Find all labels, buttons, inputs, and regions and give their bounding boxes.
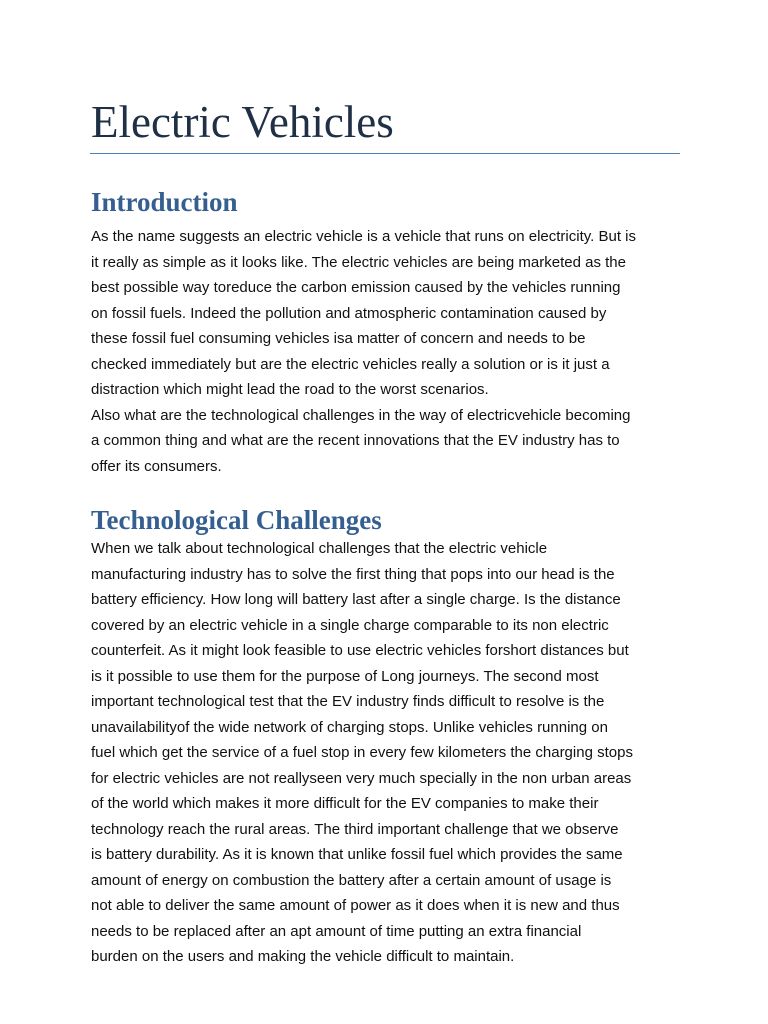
text-line: not able to deliver the same amount of power as it does when it is new and thus (91, 897, 620, 914)
text-line: distraction which might lead the road to the worst scenarios. (91, 381, 489, 398)
text-line: fuel which get the service of a fuel stop in every few kilometers the charging stops (91, 744, 633, 761)
section-heading-introduction: Introduction (91, 187, 238, 217)
text-line: it really as simple as it looks like. The electric vehicles are being marketed as the (91, 253, 626, 271)
text-line: offer its consumers. (91, 457, 222, 475)
text-line: best possible way toreduce the carbon emission caused by the vehicles running (91, 279, 621, 296)
text-line: a common thing and what are the recent innovations that the EV industry has to (91, 432, 620, 449)
text-line: for electric vehicles are not reallyseen very much specially in the non urban areas (91, 769, 632, 787)
text-line: technology reach the rural areas. The third important challenge that we observe (91, 820, 619, 838)
text-line: is battery durability. As it is known that unlike fossil fuel which provides the same (91, 846, 623, 863)
title-underline-rule (90, 153, 680, 154)
text-line: unavailabilityof the wide network of charging stops. Unlike vehicles running on (91, 718, 608, 736)
text-line: battery efficiency. How long will battery last after a single charge. Is the distance (91, 591, 621, 608)
document-title: Electric Vehicles (91, 97, 394, 147)
text-line: counterfeit. As it might look feasible to use electric vehicles forshort distances but (91, 642, 629, 659)
text-line: on fossil fuels. Indeed the pollution and atmospheric contamination caused by (91, 304, 607, 322)
text-line: amount of energy on combustion the battery after a certain amount of usage is (91, 871, 612, 889)
text-line: of the world which makes it more difficult for the EV companies to make their (91, 795, 599, 812)
text-line: When we talk about technological challenges that the electric vehicle (91, 540, 548, 557)
text-line: important technological test that the EV industry finds difficult to resolve is the (91, 693, 605, 710)
section-heading-technological-challenges: Technological Challenges (91, 505, 382, 535)
text-line: burden on the users and making the vehicle difficult to maintain. (91, 948, 515, 965)
text-line: needs to be replaced after an apt amount of time putting an extra financial (91, 922, 582, 940)
text-line: these fossil fuel consuming vehicles isa matter of concern and needs to be (91, 330, 586, 347)
section-body-technological-challenges (91, 536, 691, 970)
text-line: manufacturing industry has to solve the first thing that pops into our head is the (91, 565, 615, 583)
text-line: As the name suggests an electric vehicle is a vehicle that runs on electricity. But is (91, 228, 636, 245)
section-body-introduction (91, 224, 691, 479)
text-line: is it possible to use them for the purpose of Long journeys. The second most (91, 667, 599, 685)
text-line: checked immediately but are the electric vehicles really a solution or is it just a (91, 355, 610, 373)
text-line: covered by an electric vehicle in a single charge comparable to its non electric (91, 616, 609, 634)
text-line: Also what are the technological challenges in the way of electricvehicle becoming (91, 406, 631, 424)
